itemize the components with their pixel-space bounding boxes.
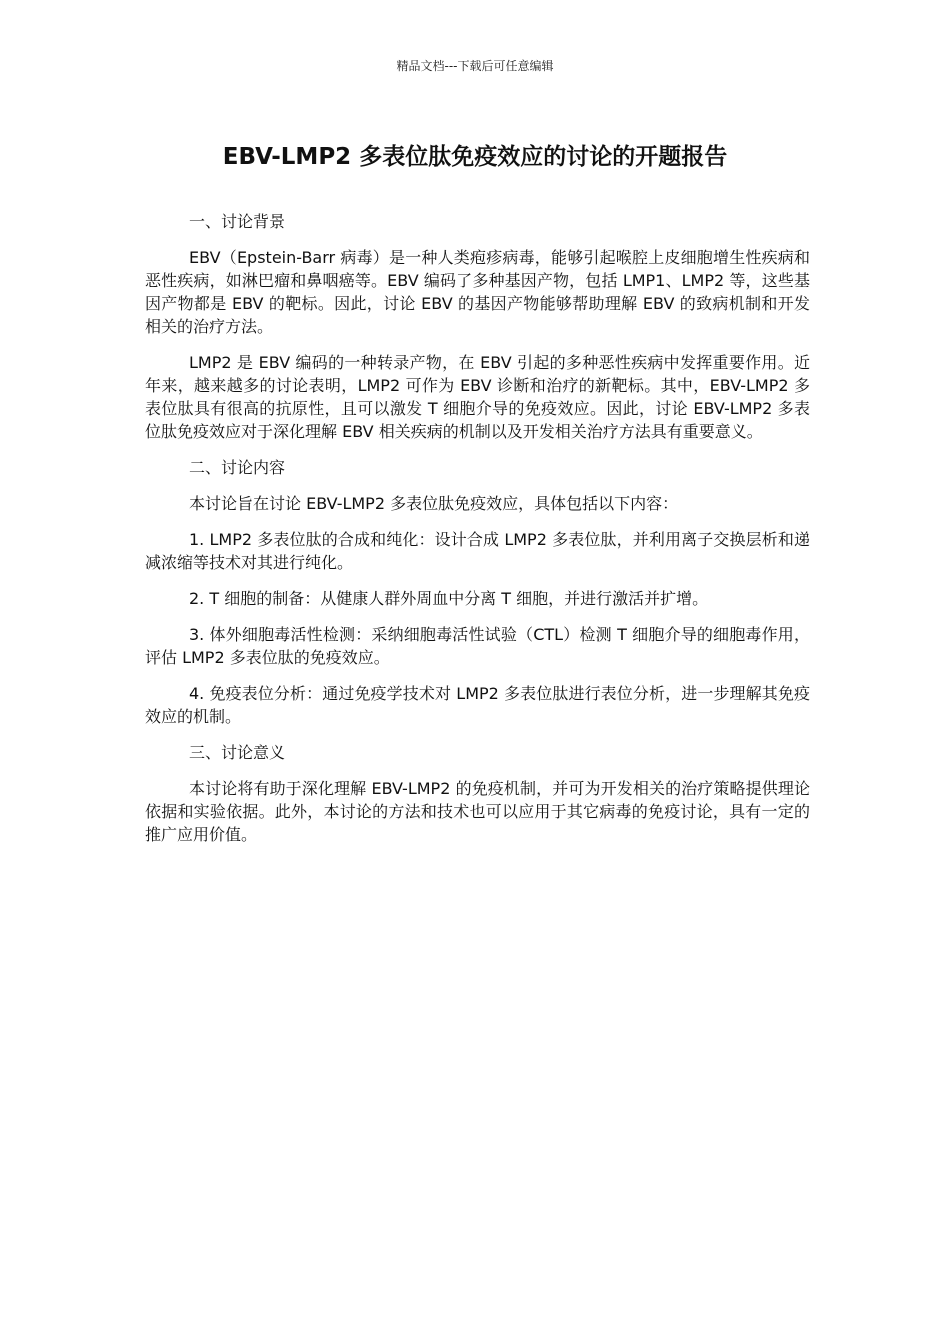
list-item: 3. 体外细胞毒活性检测：采纳细胞毒活性试验（CTL）检测 T 细胞介导的细胞毒作用，评估 LMP2 多表位肽的免疫效应。 bbox=[145, 625, 810, 667]
section-significance bbox=[145, 741, 810, 846]
paragraph: 本讨论旨在讨论 EBV-LMP2 多表位肽免疫效应，具体包括以下内容： bbox=[189, 494, 679, 513]
section-background bbox=[145, 210, 810, 443]
document-title: EBV-LMP2 多表位肽免疫效应的讨论的开题报告 bbox=[222, 144, 728, 170]
section-content bbox=[145, 456, 810, 728]
page-header-note: 精品文档---下载后可任意编辑 bbox=[396, 59, 554, 73]
list-item: 4. 免疫表位分析：通过免疫学技术对 LMP2 多表位肽进行表位分析，进一步理解其免疫效应的机制。 bbox=[145, 684, 810, 726]
document-body bbox=[145, 210, 810, 859]
paragraph: EBV（Epstein-Barr 病毒）是一种人类疱疹病毒，能够引起喉腔上皮细胞增生性疾病和恶性疾病，如淋巴瘤和鼻咽癌等。EBV 编码了多种基因产物，包括 LMP1、LMP2 等，这些基因产物都是 EBV 的靶标。因此，讨论 EBV 的基因产物能够帮助理解 EBV 的致病机制和开发相关的治疗方法。 bbox=[145, 248, 810, 336]
section-heading: 二、讨论内容 bbox=[189, 458, 286, 477]
list-item: 2. T 细胞的制备：从健康人群外周血中分离 T 细胞，并进行激活并扩增。 bbox=[189, 589, 709, 608]
section-heading: 一、讨论背景 bbox=[189, 212, 286, 231]
paragraph: LMP2 是 EBV 编码的一种转录产物，在 EBV 引起的多种恶性疾病中发挥重要作用。近年来，越来越多的讨论表明，LMP2 可作为 EBV 诊断和治疗的新靶标。其中，EBV-LMP2 多表位肽具有很高的抗原性，且可以激发 T 细胞介导的免疫效应。因此，讨论 EBV-LMP2 多表位肽免疫效应对于深化理解 EBV 相关疾病的机制以及开发相关治疗方法具有重要意义。 bbox=[145, 353, 810, 441]
list-item: 1. LMP2 多表位肽的合成和纯化：设计合成 LMP2 多表位肽，并利用离子交换层析和递减浓缩等技术对其进行纯化。 bbox=[145, 530, 810, 572]
paragraph: 本讨论将有助于深化理解 EBV-LMP2 的免疫机制，并可为开发相关的治疗策略提供理论依据和实验依据。此外，本讨论的方法和技术也可以应用于其它病毒的免疫讨论，具有一定的推广应用价值。 bbox=[145, 779, 810, 844]
section-heading: 三、讨论意义 bbox=[189, 743, 286, 762]
